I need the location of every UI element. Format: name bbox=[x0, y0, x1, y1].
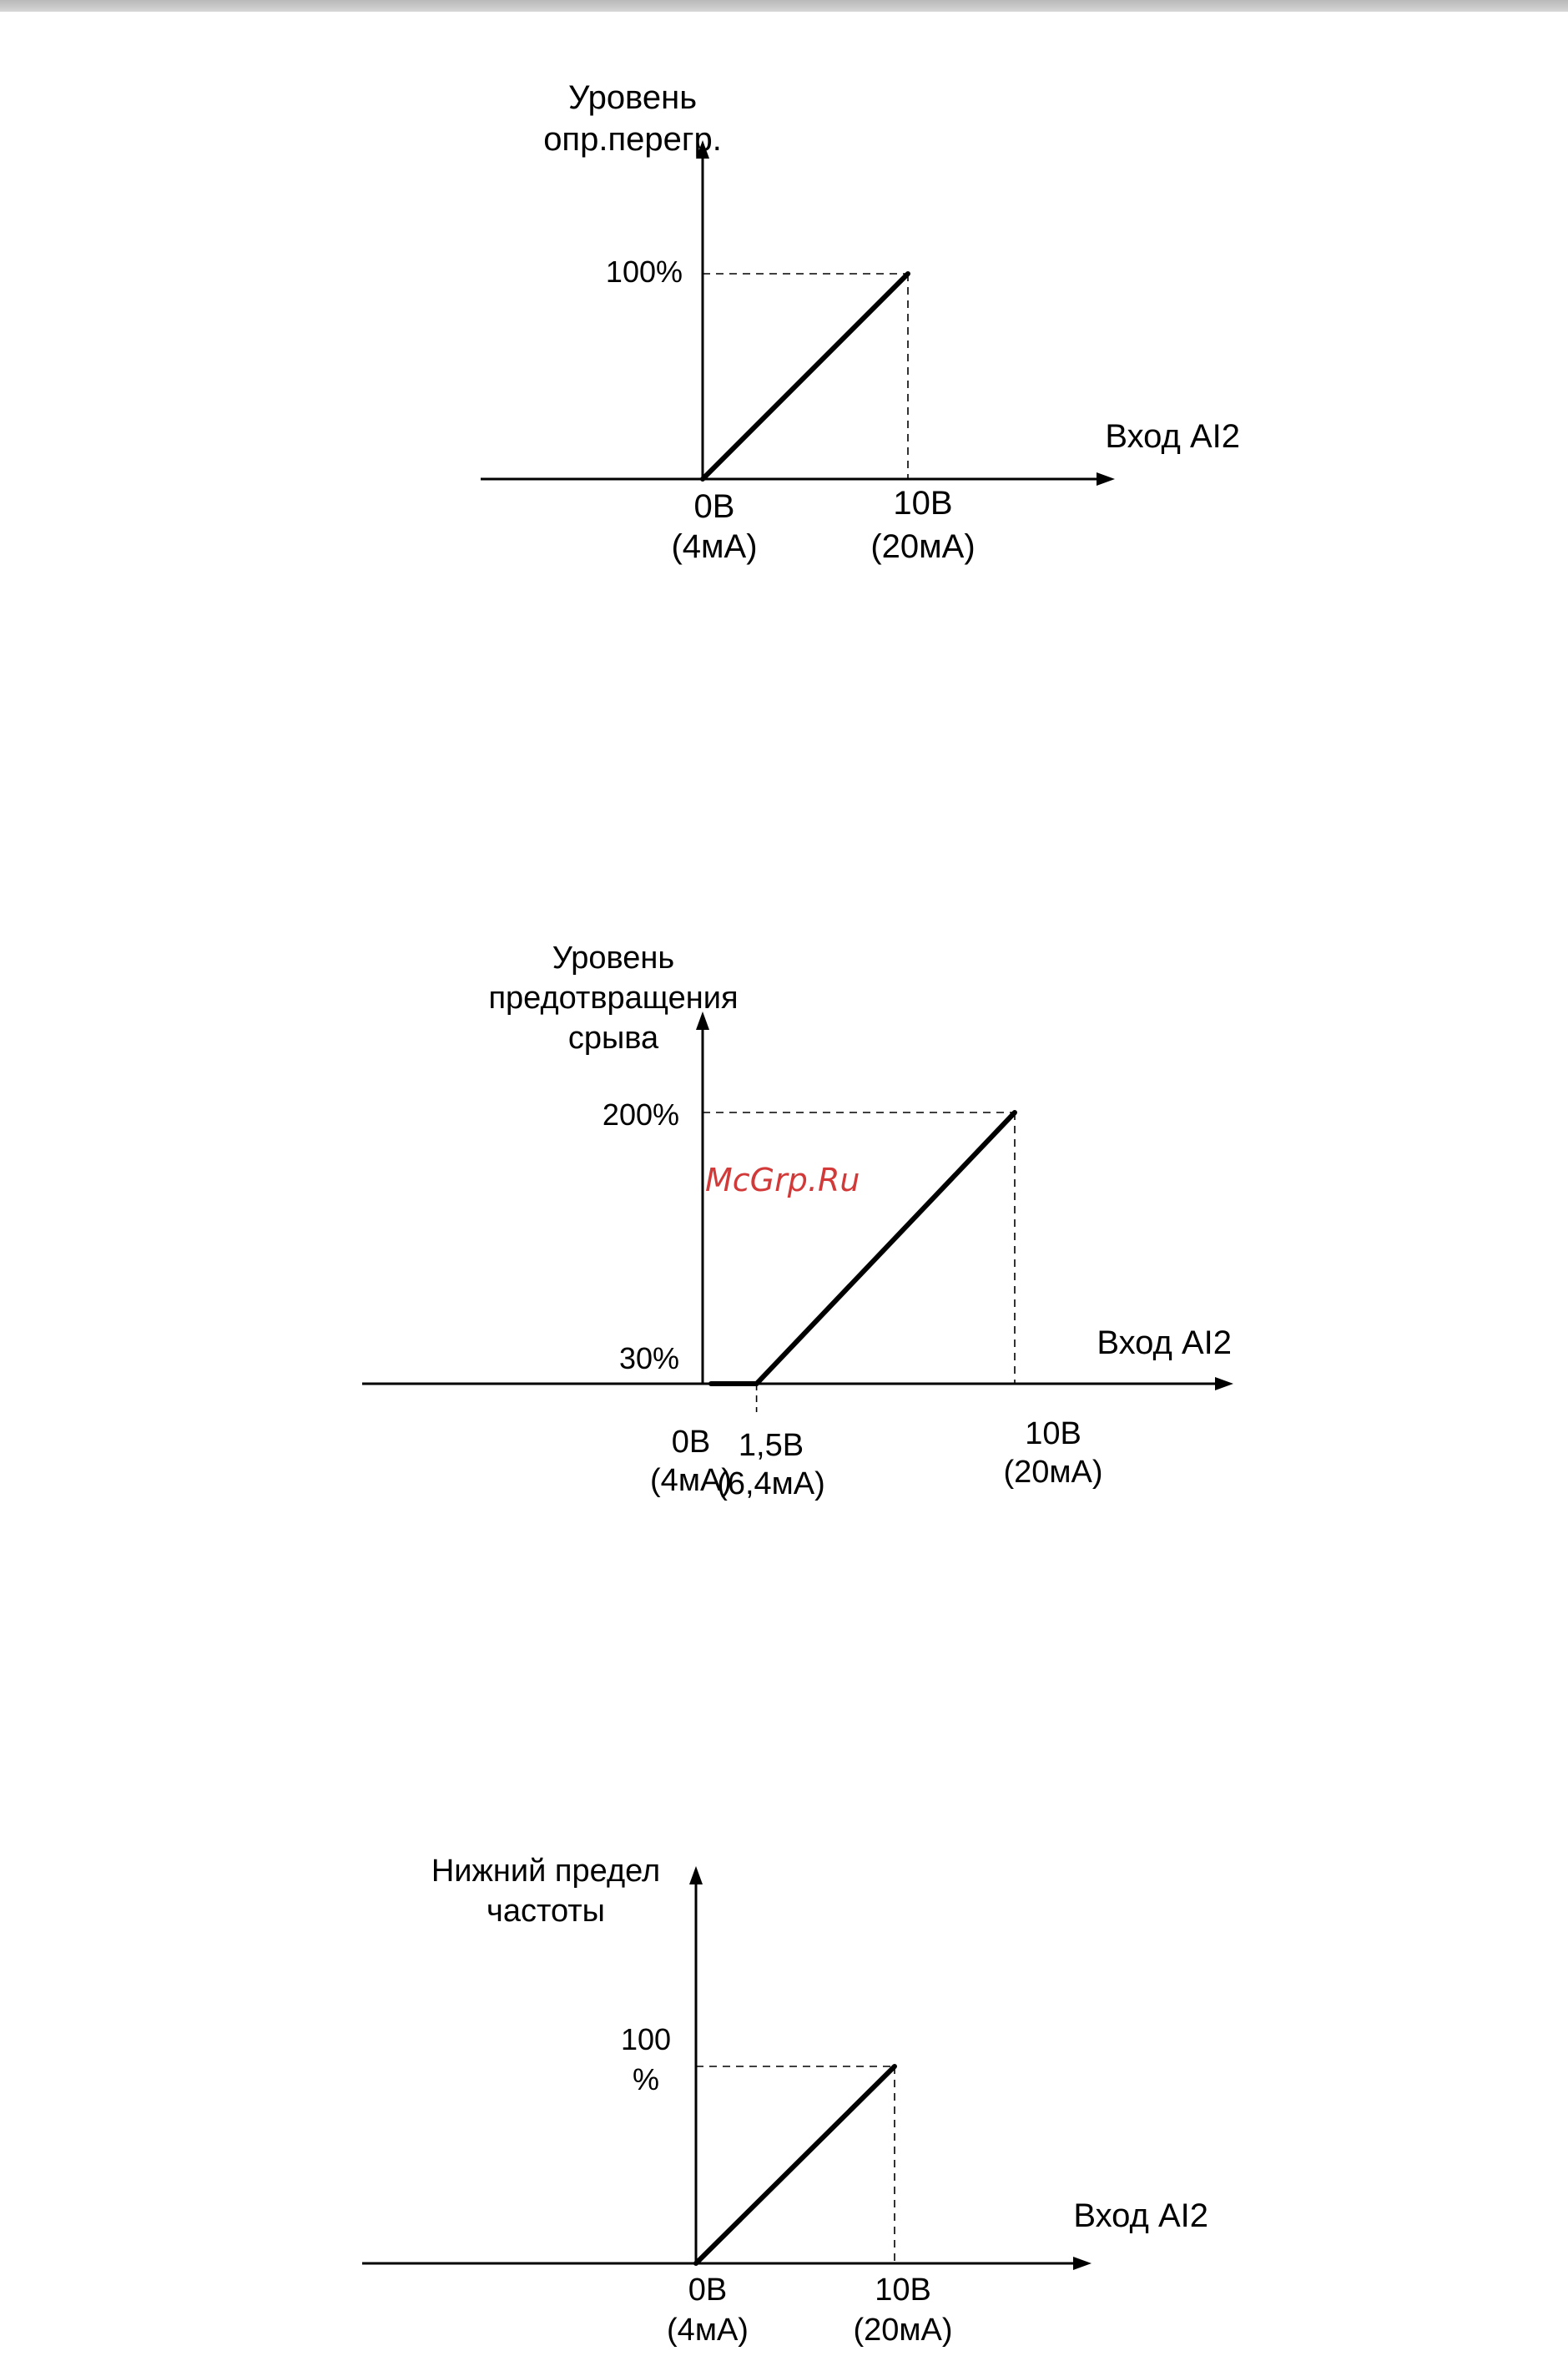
y-tick-label: % bbox=[632, 2062, 660, 2096]
x-axis-arrow-icon bbox=[1097, 472, 1115, 486]
x-tick-label: (4мА) bbox=[667, 2313, 749, 2348]
x-axis-arrow-icon bbox=[1073, 2257, 1092, 2270]
chart-2 bbox=[362, 941, 1233, 1501]
x-tick-label: 0В bbox=[693, 488, 735, 525]
y-axis-label-line-2: опр.перегр. bbox=[543, 121, 722, 158]
y-tick-label: 200% bbox=[602, 1097, 679, 1132]
y-axis-label-line-1: Нижний предел bbox=[431, 1854, 661, 1889]
y-axis-label-line-1: Уровень bbox=[567, 79, 698, 116]
x-tick-label: 10В bbox=[893, 485, 953, 522]
y-tick-label: 30% bbox=[618, 1341, 679, 1375]
x-tick-label: (20мА) bbox=[853, 2313, 953, 2348]
x-axis-label: Вход AI2 bbox=[1105, 418, 1240, 455]
x-axis-label: Вход AI2 bbox=[1073, 2197, 1208, 2234]
chart-1 bbox=[481, 79, 1240, 565]
x-tick-label: 10В bbox=[1025, 1416, 1081, 1451]
watermark-text: McGrp.Ru bbox=[705, 1162, 860, 1198]
x-tick-label: 10В bbox=[875, 2273, 931, 2308]
x-tick-label: (4мА) bbox=[650, 1463, 732, 1498]
x-tick-label: 1,5В bbox=[738, 1428, 804, 1463]
x-tick-label: (6,4мА) bbox=[717, 1466, 825, 1501]
chart-3 bbox=[362, 1854, 1208, 2348]
x-tick-label: (20мА) bbox=[1003, 1455, 1103, 1490]
x-tick-label: (4мА) bbox=[671, 528, 758, 565]
x-axis-arrow-icon bbox=[1215, 1377, 1233, 1390]
y-axis-label-line-1: Уровень bbox=[552, 941, 675, 976]
x-tick-label: (20мА) bbox=[870, 528, 976, 565]
y-axis-arrow-icon bbox=[689, 1866, 703, 1884]
x-tick-label: 0В bbox=[688, 2273, 728, 2308]
series-line bbox=[696, 2066, 895, 2263]
x-tick-label: 0В bbox=[671, 1425, 711, 1460]
series-line bbox=[703, 274, 908, 479]
y-axis-label-line-2: предотвращения bbox=[488, 981, 739, 1016]
x-axis-label: Вход AI2 bbox=[1097, 1324, 1232, 1361]
y-tick-label: 100% bbox=[605, 255, 683, 289]
series-line bbox=[711, 1112, 1015, 1384]
y-axis-label-line-2: частоты bbox=[487, 1894, 605, 1929]
y-tick-label: 100 bbox=[620, 2022, 672, 2056]
y-axis-label-line-3: срыва bbox=[567, 1021, 659, 1056]
